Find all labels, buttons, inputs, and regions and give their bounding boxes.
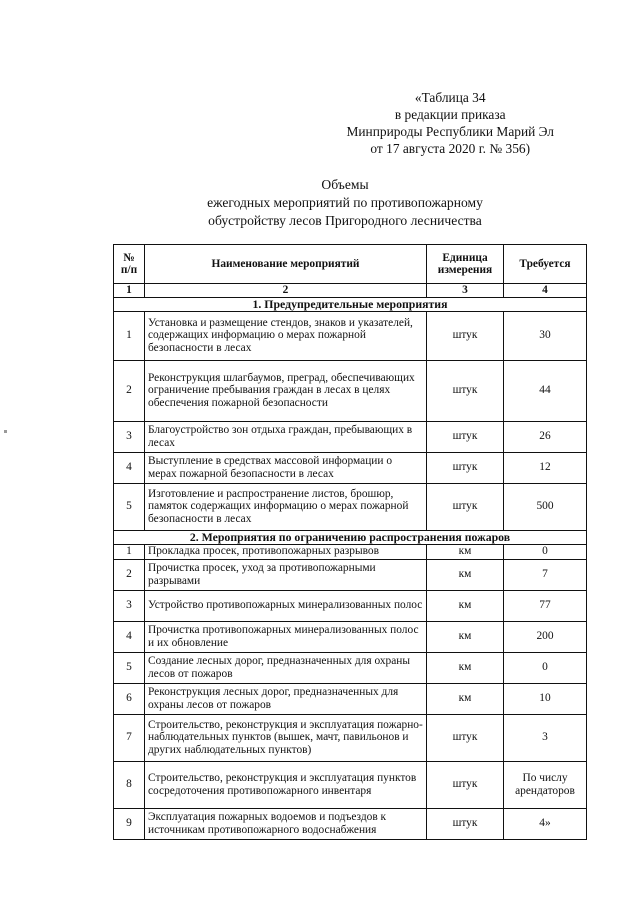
column-number: 1 bbox=[114, 284, 145, 298]
column-number: 2 bbox=[145, 284, 427, 298]
cell-required: 77 bbox=[504, 590, 587, 621]
cell-unit: км bbox=[427, 590, 504, 621]
cell-required: 7 bbox=[504, 559, 587, 590]
cell-unit: штук bbox=[427, 808, 504, 839]
cell-required: 0 bbox=[504, 544, 587, 559]
column-number: 4 bbox=[504, 284, 587, 298]
section-title: 2. Мероприятия по ограничению распространения пожаров bbox=[114, 530, 587, 544]
title-line: ежегодных мероприятий по противопожарному bbox=[207, 195, 483, 210]
document-title bbox=[150, 176, 540, 230]
section-row bbox=[114, 530, 587, 544]
cell-required: 44 bbox=[504, 360, 587, 421]
cell-name: Реконструкция лесных дорог, предназначенных для охраны лесов от пожаров bbox=[145, 683, 427, 714]
cell-number: 2 bbox=[114, 559, 145, 590]
table-row bbox=[114, 559, 587, 590]
title-line: обустройству лесов Пригородного лесничества bbox=[208, 213, 482, 228]
column-number-row bbox=[114, 284, 587, 298]
cell-unit: штук bbox=[427, 421, 504, 452]
cell-number: 6 bbox=[114, 683, 145, 714]
cell-unit: штук bbox=[427, 761, 504, 808]
column-header-number: № п/п bbox=[114, 245, 145, 284]
cell-number: 5 bbox=[114, 652, 145, 683]
cell-name: Выступление в средствах массовой информации о мерах пожарной безопасности в лесах bbox=[145, 452, 427, 483]
table-row bbox=[114, 452, 587, 483]
table-row bbox=[114, 311, 587, 360]
cell-required: По числу арендаторов bbox=[504, 761, 587, 808]
section-row bbox=[114, 297, 587, 311]
table-row bbox=[114, 652, 587, 683]
cell-required: 4» bbox=[504, 808, 587, 839]
title-line: Объемы bbox=[321, 177, 369, 192]
cell-name: Создание лесных дорог, предназначенных для охраны лесов от пожаров bbox=[145, 652, 427, 683]
header-line: Минприроды Республики Марий Эл bbox=[346, 124, 554, 139]
cell-required: 3 bbox=[504, 714, 587, 761]
cell-name: Устройство противопожарных минерализованных полос bbox=[145, 590, 427, 621]
cell-name: Строительство, реконструкция и эксплуатация пунктов сосредоточения противопожарного инвентаря bbox=[145, 761, 427, 808]
cell-unit: км bbox=[427, 544, 504, 559]
cell-name: Благоустройство зон отдыха граждан, пребывающих в лесах bbox=[145, 421, 427, 452]
cell-unit: штук bbox=[427, 452, 504, 483]
cell-required: 26 bbox=[504, 421, 587, 452]
column-header-required: Требуется bbox=[504, 245, 587, 284]
table-body bbox=[114, 297, 587, 839]
cell-unit: штук bbox=[427, 714, 504, 761]
cell-name: Строительство, реконструкция и эксплуатация пожарно-наблюдательных пунктов (вышек, мачт, павильонов и других наблюдательных пунктов) bbox=[145, 714, 427, 761]
cell-number: 3 bbox=[114, 590, 145, 621]
table-row bbox=[114, 544, 587, 559]
cell-name: Реконструкция шлагбаумов, преград, обеспечивающих ограничение пребывания граждан в лесах в целях обеспечения пожарной безопасности bbox=[145, 360, 427, 421]
cell-unit: км bbox=[427, 652, 504, 683]
table-row bbox=[114, 714, 587, 761]
cell-number: 7 bbox=[114, 714, 145, 761]
table-header-row bbox=[114, 245, 587, 284]
column-header-unit: Единица измерения bbox=[427, 245, 504, 284]
cell-required: 0 bbox=[504, 652, 587, 683]
table-row bbox=[114, 360, 587, 421]
cell-unit: штук bbox=[427, 360, 504, 421]
header-line: в редакции приказа bbox=[394, 107, 506, 122]
cell-number: 8 bbox=[114, 761, 145, 808]
cell-number: 3 bbox=[114, 421, 145, 452]
cell-number: 1 bbox=[114, 544, 145, 559]
table-row bbox=[114, 621, 587, 652]
cell-unit: км bbox=[427, 621, 504, 652]
column-header-name: Наименование мероприятий bbox=[145, 245, 427, 284]
cell-name: Установка и размещение стендов, знаков и указателей, содержащих информацию о мерах пожарной безопасности в лесах bbox=[145, 311, 427, 360]
cell-required: 10 bbox=[504, 683, 587, 714]
cell-required: 30 bbox=[504, 311, 587, 360]
cell-name: Изготовление и распространение листов, брошюр, памяток содержащих информацию о мерах пожарной безопасности в лесах bbox=[145, 483, 427, 530]
cell-unit: км bbox=[427, 683, 504, 714]
cell-number: 4 bbox=[114, 621, 145, 652]
cell-number: 5 bbox=[114, 483, 145, 530]
cell-required: 200 bbox=[504, 621, 587, 652]
table-row bbox=[114, 483, 587, 530]
table-row bbox=[114, 590, 587, 621]
cell-unit: км bbox=[427, 559, 504, 590]
cell-unit: штук bbox=[427, 311, 504, 360]
table-row bbox=[114, 761, 587, 808]
section-title: 1. Предупредительные мероприятия bbox=[114, 297, 587, 311]
order-reference bbox=[346, 89, 554, 157]
cell-unit: штук bbox=[427, 483, 504, 530]
measures-table bbox=[113, 244, 587, 840]
cell-number: 1 bbox=[114, 311, 145, 360]
cell-name: Прокладка просек, противопожарных разрывов bbox=[145, 544, 427, 559]
header-line: от 17 августа 2020 г. № 356) bbox=[370, 141, 531, 156]
cell-name: Прочистка просек, уход за противопожарными разрывами bbox=[145, 559, 427, 590]
cell-required: 12 bbox=[504, 452, 587, 483]
cell-name: Прочистка противопожарных минерализованных полос и их обновление bbox=[145, 621, 427, 652]
cell-required: 500 bbox=[504, 483, 587, 530]
cell-number: 4 bbox=[114, 452, 145, 483]
scan-dot bbox=[4, 430, 7, 433]
cell-number: 9 bbox=[114, 808, 145, 839]
table-row bbox=[114, 683, 587, 714]
column-number: 3 bbox=[427, 284, 504, 298]
table-row bbox=[114, 808, 587, 839]
table-row bbox=[114, 421, 587, 452]
cell-number: 2 bbox=[114, 360, 145, 421]
cell-name: Эксплуатация пожарных водоемов и подъездов к источникам противопожарного водоснабжения bbox=[145, 808, 427, 839]
header-line: «Таблица 34 bbox=[414, 90, 486, 105]
